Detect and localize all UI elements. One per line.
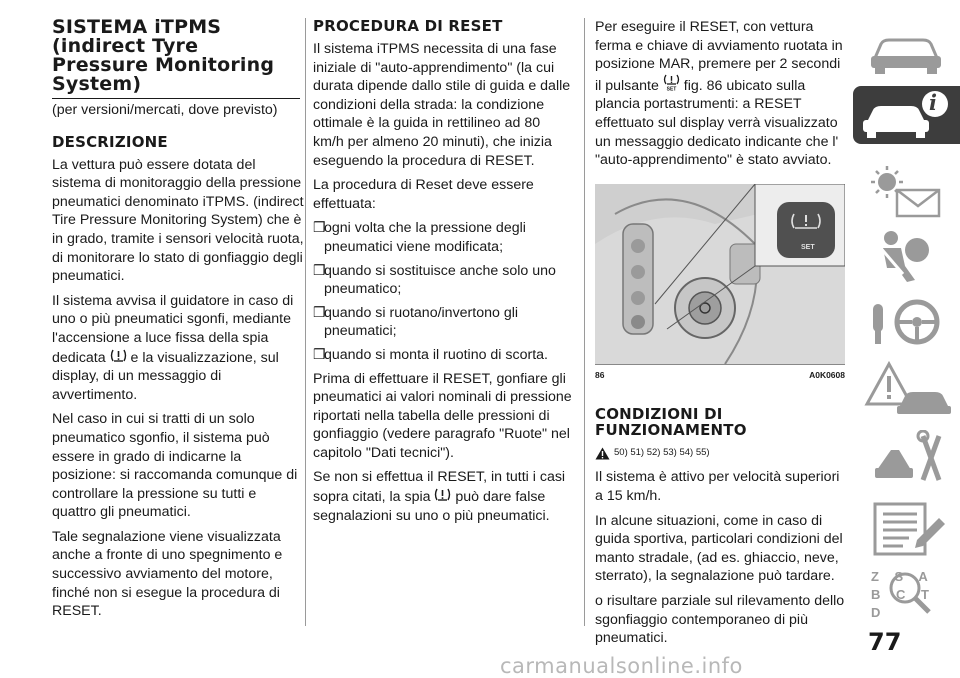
list-item-text: ogni volta che la pressione degli pneumatici viene modificata; xyxy=(324,220,526,255)
column-1 xyxy=(52,18,304,627)
tyre-pressure-warning-icon xyxy=(434,487,451,502)
paragraph-text: fig. 86 ubicato sulla plancia portastrumenti: a RESET effettuato sul display verrà visualizzato un messaggio dedicato indicante che l' "auto-apprendimento" è stato avviato. xyxy=(595,77,839,169)
airbag-safety-icon xyxy=(853,226,960,284)
paragraph: o risultare parziale sul rilevamento dello sgonfiaggio contemporaneo di più pneumatici. xyxy=(595,592,845,647)
paragraph: Il sistema è attivo per velocità superiori a 15 km/h. xyxy=(595,469,840,504)
list-item xyxy=(313,262,573,299)
dashboard-illustration xyxy=(595,184,845,365)
bullet-icon: ❒ xyxy=(313,346,326,363)
sidebar-item-car-outline[interactable] xyxy=(853,22,960,80)
sidebar-item-emergency[interactable] xyxy=(853,360,960,418)
paragraph: Nel caso in cui si tratti di un solo pneumatico sgonfio, il sistema può essere in grado di indicarne la posizione: si raccomanda comunque di controllare la pressione su tutti e quattro gli pneumatici. xyxy=(52,411,298,521)
emergency-icon xyxy=(853,360,960,418)
notes-text: 50) 51) 52) 53) 54) 55) xyxy=(614,446,710,458)
heading-descrizione: DESCRIZIONE xyxy=(52,132,168,151)
bullet-icon: ❒ xyxy=(313,304,326,321)
list-item xyxy=(313,219,573,256)
column-divider xyxy=(584,18,585,626)
warning-triangle-icon xyxy=(595,447,610,460)
tyre-pressure-warning-icon xyxy=(110,348,127,363)
tpms-set-button-icon xyxy=(663,74,680,91)
section-title: SISTEMA iTPMS (indirect Tyre Pressure Monitoring System) xyxy=(52,18,300,99)
bullet-icon: ❒ xyxy=(313,262,326,279)
section-subtitle: (per versioni/mercati, dove previsto) xyxy=(52,102,278,118)
info-letter: i xyxy=(929,90,937,115)
figure-code: A0K0608 xyxy=(809,369,845,380)
paragraph: In alcune situazioni, come in caso di guida sportiva, particolari condizioni del manto stradale, (ad es. ghiaccio, neve, sterrato), la segnalazione può tardare. xyxy=(595,512,843,585)
paragraph-text: Se non si effettua il RESET, in tutti i casi sopra citati, la spia xyxy=(313,469,566,506)
figure-number: 86 xyxy=(595,369,605,380)
car-outline-icon xyxy=(853,22,960,80)
list-item-text: quando si sostituisce anche solo uno pneumatico; xyxy=(324,262,556,298)
car-info-icon xyxy=(853,86,960,144)
starting-driving-icon xyxy=(853,290,960,348)
sidebar-item-starting-driving[interactable] xyxy=(853,290,960,348)
set-button-label: SET xyxy=(801,243,815,251)
heading-condizioni: CONDIZIONI DI FUNZIONAMENTO xyxy=(595,404,747,439)
maintenance-icon xyxy=(853,430,960,488)
sidebar-item-index[interactable] xyxy=(853,562,960,620)
column-2 xyxy=(313,18,573,531)
watermark: carmanualsonline.info xyxy=(500,654,743,678)
technical-data-icon xyxy=(853,500,960,558)
page-number: 77 xyxy=(868,628,902,656)
paragraph-text: può dare false segnalazioni su uno o più pneumatici. xyxy=(313,489,550,524)
notes-reference xyxy=(595,444,845,463)
list-item xyxy=(313,346,573,365)
paragraph: La vettura può essere dotata del sistema di monitoraggio della pressione pneumatici denominato iTPMS. (indirect Tire Pressure Monitoring System) che è in grado, tramite i sensori velocità ruota, di monitorare lo stato di gonfiaggio degli pneumatici. xyxy=(52,156,304,285)
heading-procedura-reset: PROCEDURA DI RESET xyxy=(313,17,503,35)
paragraph: Il sistema iTPMS necessita di una fase iniziale di "auto-apprendimento" (la cui durata dipende dallo stile di guida e dalle condizioni della strada: la condizione ottimale è la guida in rettilineo ad 80 km/h per almeno 20 minuti), che inizia eseguendo la procedura di RESET. xyxy=(313,41,571,169)
list-item-text: quando si ruotano/invertono gli pneumatici; xyxy=(324,304,519,340)
paragraph: Prima di effettuare il RESET, gonfiare gli pneumatici ai valori nominali di pressione riportati nella tabella delle pressioni di gonfiaggio (vedere paragrafo "Ruote" nel capitolo "Dati tecnici"). xyxy=(313,370,572,461)
list-item xyxy=(313,304,573,341)
svg-text:SET: SET xyxy=(666,86,677,91)
bullet-icon: ❒ xyxy=(313,220,326,237)
paragraph-text: Per eseguire il RESET, con vettura ferma e chiave di avviamento ruotata in posizione MAR, premere per 2 secondi il pulsante xyxy=(595,19,843,94)
column-divider xyxy=(305,18,306,626)
sidebar-item-maintenance[interactable] xyxy=(853,430,960,488)
paragraph-text: Il sistema avvisa il guidatore in caso di uno o più pneumatici sgonfi, mediante l'accensione a luce fissa della spia dedicata xyxy=(52,292,294,366)
paragraph-text: e la visualizzazione, sul display, di un messaggio di avvertimento. xyxy=(52,349,279,403)
paragraph: Tale segnalazione viene visualizzata anche a fronte di uno spegnimento e successivo avviamento del motore, finché non si esegue la procedura di RESET. xyxy=(52,528,283,620)
list-item-text: quando si monta il ruotino di scorta. xyxy=(324,346,548,363)
sidebar-item-technical-data[interactable] xyxy=(853,500,960,558)
sidebar-item-car-info[interactable] xyxy=(853,86,960,144)
sidebar-item-warning-lights[interactable] xyxy=(853,162,960,220)
paragraph xyxy=(52,292,304,405)
paragraph xyxy=(595,18,845,170)
warning-lights-icon xyxy=(853,162,960,220)
sidebar-item-airbag-safety[interactable] xyxy=(853,226,960,284)
paragraph: La procedura di Reset deve essere effettuata: xyxy=(313,177,534,212)
column-3 xyxy=(595,18,845,654)
figure-86 xyxy=(595,184,845,380)
index-letters: Z S A B C T D xyxy=(871,569,935,620)
paragraph xyxy=(313,468,573,525)
